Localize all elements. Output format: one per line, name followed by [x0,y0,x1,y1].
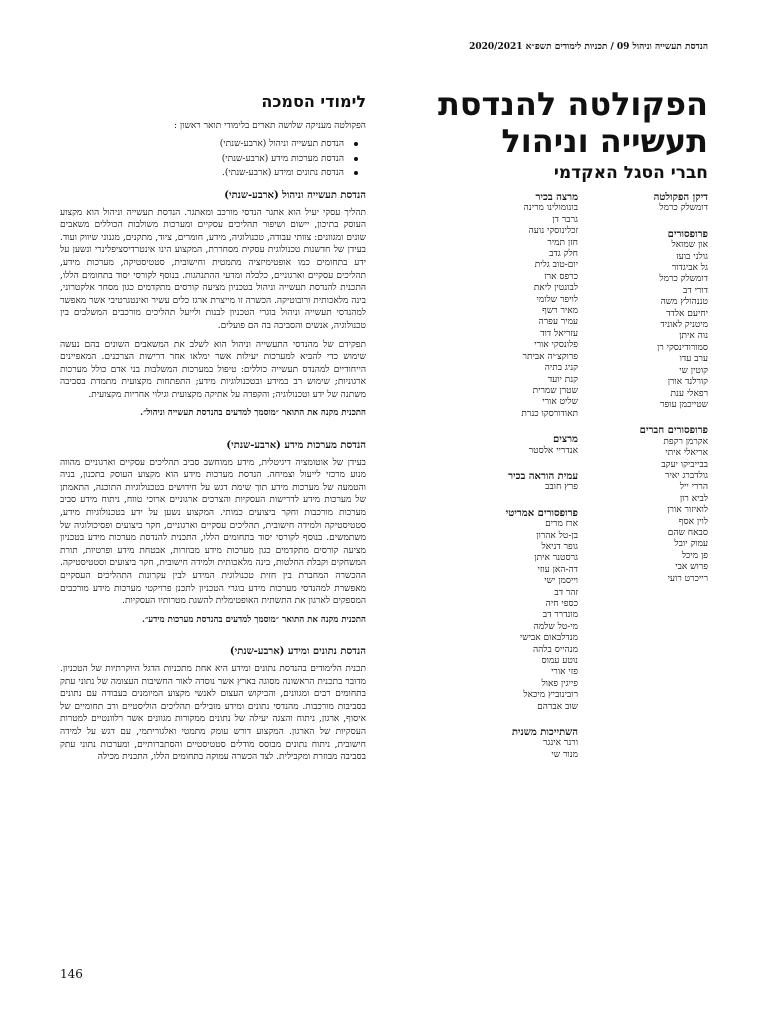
staff-name-list [588,437,708,585]
staff-name: פרץ חובב [545,482,578,493]
staff-name: און שמואל [671,240,708,251]
staff-name: לוין אסף [678,516,708,527]
section-paragraph: בעידן של אוטומציה דיגיטלית, מידע ממוחשב סביב תהליכים עסקיים וארגוניים מהווה מנוע מרכזי לייעול וצמיחה. הנדסת מערכות מידע הוא מקצוע העוסק בתכנון, בניה והטמעה של מערכות מידע תוך שימת דגש על חידושים בטכנולוגיות התוכנה, התאמתן של מערכות מידע לדרישות העסקיות והצרכים ארגוניים ארוכי טווח, ניתוח מידע סביב מערכות מורכבות וחקר ביצועים כמותי. המקצוע נשען על ידע בטכנולוגיות מידע, סטטיסטיקה ולמידה חישובית, תהליכים עסקיים וארגוניים, חקר ביצועים ופסיכולוגיה של משתמשים. בנוסף לקורסי יסוד בתחומים הללו, התכנית להנדסת מערכות מידע בטכניון מציעה קורסים מתקדמים כגון מערכות מידע מבוזרות, אבטחת מידע ופרטיות, תורת המשחקים וקבלת החלטות, בינה מלאכותית ולמידה חישובית, חקר ביצועים וסטטיסטיקה. ההכשרה המחברת בין חזית טכנולוגית המידע לבין עקרונות התהליכים העסקיים מאפשרת למהנדסי מערכות מידע בוגרי הטכניון לתכנן פרויקטי מערכות מידע מורכבים המספקים לארגון את התשתית האופטימלית להשגת מטרותיו העסקיות. [60,457,366,607]
staff-name: נוה איתן [679,331,708,342]
staff-name: אקרמן רקפת [663,436,708,447]
staff-name: יום-טוב גלית [534,260,578,271]
section-paragraph: תהליך עסקי יעיל הוא אתגר הנדסי מורכב ומאתגר. הנדסת תעשייה וניהול הוא מקצוע העוסק בתיכון, יישום ושיפור תהליכים עסקיים ומערכות משולבות הכוללים משאבים שונים ומגוונים: צוותי עבודה, טכנולוגיה, מידע, חומרים, ציוד, מתקנים, מגנוני שיווק ועוד. בעידן של חדשנות טכנולוגית עסקית מסחררת, המקצוע הינו אינטרדיסציפלינרי ונשען על ידע בתחומים כמו אופטימיזציה מתמטית וחישובית, סטטיסטיקה, מערכות מידע, תהליכים עסקיים וארגוניים, כלכלה ומדעי ההתנהגות. בנוסף לקורסי יסוד בתחומים הללו, התכנית להנדסת תעשייה וניהול בטכניון מציעה קורסים מתקדמים כגון מסחר אלקטרוני, בינה מלאכותית ורובוטיקה. הכשרה זו מייצרת ארגז כלים עשיר ואינטגרטיבי אשר מאפשר למהנדסי תעשייה וניהול בוגרי הטכניון לבנות ולייעל תהליכים מורכבים המשלבים בין טכנולוגיה, אנשים והסביבה בה הם פועלים. [60,207,366,331]
staff-name: פייגין פאול [541,678,578,689]
staff-name: סמורודינסקי רן [657,342,708,353]
staff-name: לואיזור אורן [667,505,708,516]
studies-intro: הפקולטה מעניקה שלושה תארים בלימודי תואר ראשון : [174,120,366,131]
staff-name: מונדרר דב [542,610,578,621]
staff-group [458,192,578,420]
staff-name: עמוק יובל [674,539,708,550]
staff-name: בן-טל אהרון [536,530,578,541]
staff-name: גרסטנר איתן [534,553,578,564]
staff-name: תאודורסקו כנרת [521,408,578,419]
section-title: הנדסת מערכות מידע (ארבע-שנתי) [226,440,366,452]
staff-name: זכלינוסקי נועה [528,226,578,237]
staff-group [458,434,578,457]
staff-name: גל אביגדור [671,263,708,274]
staff-name: הררי ייל [679,482,708,493]
staff-column-1 [588,192,708,599]
staff-group-heading: פרופסורים חברים [639,425,708,437]
staff-group [458,727,578,761]
staff-name-list [458,203,578,420]
staff-name: שטרן שמרית [532,385,578,396]
staff-name: כרפס ארז [544,271,578,282]
section-industrial-engineering [60,190,366,420]
running-header: הנדסת תעשייה וניהול 09 / תכניות לימודים תשפ״א 2020/2021 [469,42,708,52]
staff-name: מאיר רשף [542,306,578,317]
staff-name: שוב אברהם [537,701,578,712]
staff-name-list [458,738,578,761]
staff-name: פזי אורי [551,667,578,678]
staff-group-heading: מרצה בכיר [535,192,578,203]
staff-name: מיטניק לאוניד [660,320,708,331]
staff-name: רובינוביץ מיכאל [523,690,578,701]
staff-name: קורלנד אורן [667,377,708,388]
staff-name: וייסמן ישי [544,576,578,587]
staff-name-list [588,203,708,214]
staff-name-list [588,240,708,411]
degree-note: התכנית מקנה את התואר ״מוסמך למדעים בהנדסת תעשייה וניהול״. [140,408,366,419]
staff-name: יחיעם אלדד [666,308,708,319]
section-data-engineering [60,646,366,763]
staff-name: רפאלי ענת [670,388,708,399]
staff-name: גרבר דן [552,214,578,225]
staff-group [588,425,708,585]
staff-name: דה-האן עוזי [537,564,578,575]
section-title: הנדסת נתונים ומידע (ארבע-שנתי) [229,646,366,658]
staff-name: סבאח שהם [667,527,708,538]
staff-group [588,192,708,215]
staff-name: עזריאל דוד [540,328,578,339]
staff-name: מנהייס בלהה [532,644,578,655]
staff-group-heading: השתייכות משנית [511,727,578,739]
staff-name: נוטע עמוס [541,656,578,667]
staff-name: שטייכמן עופר [660,399,708,410]
staff-name: לויפר שלומי [536,294,578,305]
staff-name: ארז מרים [545,519,578,530]
faculty-title: הפקולטה להנדסת תעשייה וניהול [437,85,708,160]
program-item: הנדסת תעשייה וניהול (ארבע-שנתי) [60,138,344,151]
staff-name: קוטין שי [679,365,708,376]
staff-group [588,229,708,412]
studies-heading: לימודי הסמכה [261,92,366,111]
staff-name: אריאלי איתי [665,448,708,459]
staff-group-heading: דיקן הפקולטה [653,192,708,203]
page-number: 146 [60,967,83,981]
section-paragraph: תכנית הלימודים בהנדסת נתונים ומידע היא אחת מתכניות הדגל היוקרתיות של הטכניון. מדובר בתכנית הראשונה מסוגה בארץ אשר נוסדה לאור החשיבות העצומה של נתוני עתק בתחומים רבים ומגוונים, והביקוש העצום לאנשי מקצוע המיומנים בעבודה עם נתונים בסביבות מורכבות. מהנדסי נתונים ומידע מובילים תהליכים הוליסטיים ורב תחומיים של איסוף, ארגון, ניתוח והצגה יעילה של נתונים ממקורות מגוונים אשר רלוונטיים למטרות העסקיות של הארגון. המקצוע דורש עומק מתמטי ואלגוריתמי, עם דגש על למידה חישובית, ניתוח נתונים מבוסס מודלים סטטיסטיים והסתברותיים, ומערכות נתוני עתק בסביבה מבוזרת ומקבילית. לצד הכשרה עמוקה בתחומים הללו, התכנית מכילה [60,663,366,763]
staff-name: גולני בועז [676,251,708,262]
staff-name: דורי דב [683,285,708,296]
staff-column-2 [458,192,578,775]
degree-note: התכנית מקנה את התואר ״מוסמך למדעים בהנדסת מערכות מידע״. [142,614,366,625]
studies-column [60,92,366,784]
program-list [60,138,366,180]
staff-group-heading: פרופסורים [667,228,708,240]
staff-name: פרוש אבי [675,562,708,573]
staff-name: מנדלבאום אבישי [519,633,578,644]
staff-name: כספי חיה [545,599,578,609]
staff-name-list [458,519,578,713]
staff-name: פרוקצ׳יה אביתר [522,351,578,362]
staff-name: עמיר עפרה [538,317,578,328]
staff-name-list [458,482,578,493]
staff-name: לביא רון [679,493,708,504]
staff-name: רייכרט רועי [667,573,708,584]
staff-name: לבונטין ליאת [533,283,578,294]
staff-group-heading: מרצים [553,434,578,446]
staff-name: פן מיכל [681,550,708,561]
staff-name: גופר דניאל [541,541,578,552]
staff-name: מי-טל שלמה [533,621,578,632]
staff-group [458,508,578,713]
staff-name: מנור שי [551,749,578,760]
staff-name: אנדריי אלסטר [528,445,578,456]
staff-name: דומשלק כרמל [659,274,708,285]
program-item: הנדסת נתונים ומידע (ארבע-שנתי). [60,167,344,180]
staff-name: זהר דב [554,587,578,598]
staff-name: בונומולינו מרינה [523,203,578,214]
staff-group-heading: פרופסורים אמריטי [505,507,578,519]
staff-name: ערב עדו [679,354,708,365]
staff-name: דומשלק כרמל [659,203,708,214]
program-item: הנדסת מערכות מידע (ארבע-שנתי) [60,153,344,166]
staff-name: גולדברג יאיר [665,470,708,481]
academic-staff-heading: חברי הסגל האקדמי [553,163,708,183]
staff-name: קניג בתיה [544,363,578,374]
staff-name: פלונסקי אורי [534,340,578,351]
staff-group-heading: עמית הוראה בכיר [508,470,578,482]
section-paragraph: תפקידם של מהנדסי התעשייה וניהול הוא לשלב את המשאבים השונים בהם נעשה שימוש כדי להביא למערכות יעילות אשר ימלאו אחר דרישות הצרכנים. המאפיינים הייחודיים למהנדס תעשייה כוללים: טיפול במערכות המשלבות בני אדם כולל מערכות ארגוניות; שימוש רב במידע ובטכנולוגיות מידע; התפתחות מקצועית מתמדת בסביבה משתנה של ידע וטכנולוגיה; והקפדה על אתיקה מקצועית וגילוי אחריות מקצועית. [60,339,366,400]
staff-name: טננהולץ משה [660,297,708,308]
staff-name: שליט אורי [542,397,578,408]
staff-name: קנת יועד [547,374,578,385]
staff-group [458,471,578,494]
staff-name: בבייביקו יעקב [661,459,708,470]
section-information-systems [60,440,366,626]
staff-name: חלק גדב [549,249,578,260]
staff-name: ורנר אינגר [542,738,578,749]
staff-name: חזן תמיר [547,237,578,248]
section-title: הנדסת תעשייה וניהול (ארבע-שנתי) [224,189,366,201]
staff-name-list [458,446,578,457]
